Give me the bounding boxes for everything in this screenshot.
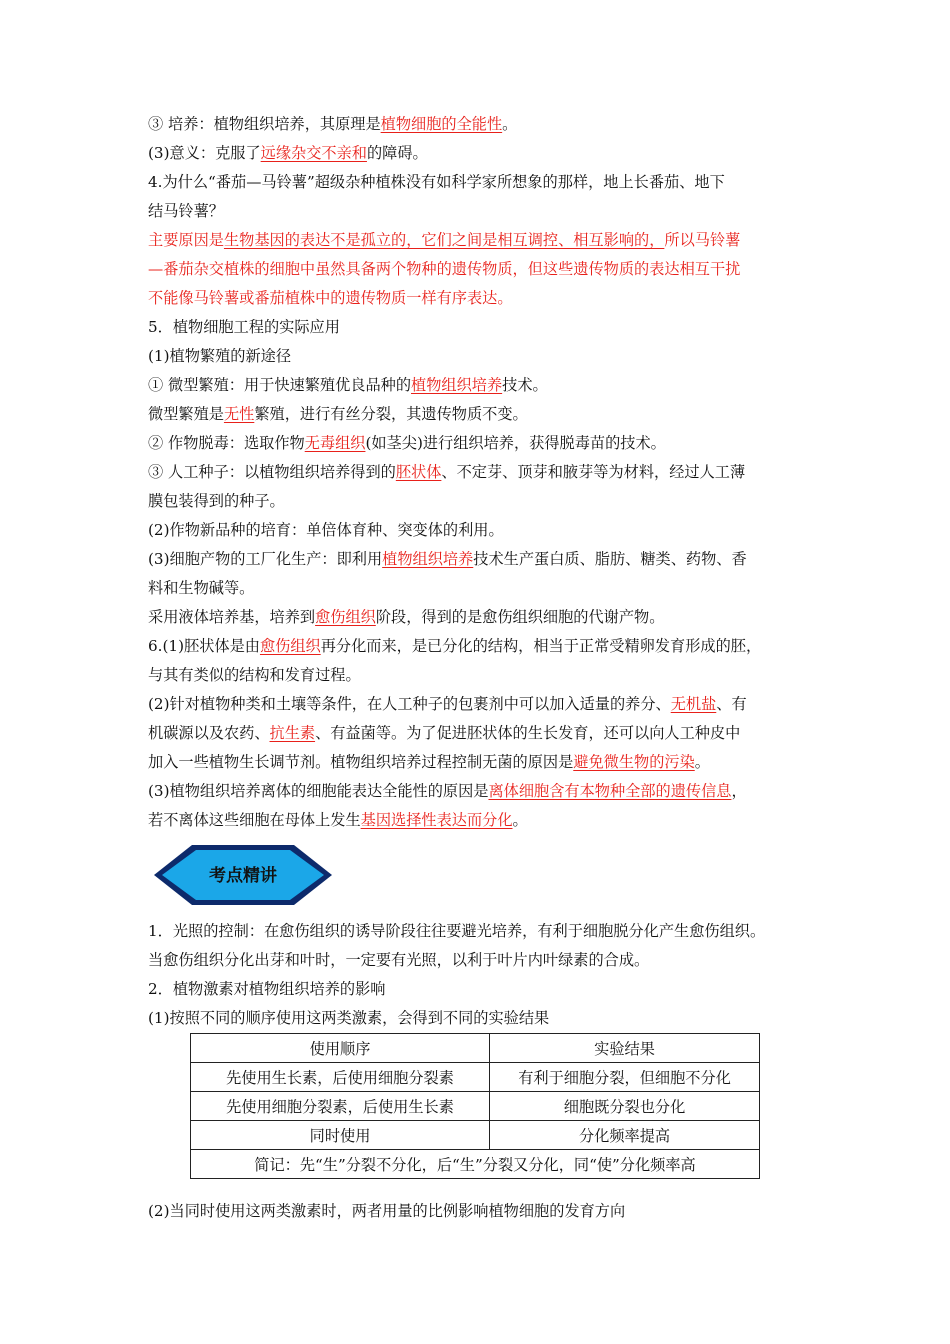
text-line xyxy=(148,197,808,226)
text-segment: (2)作物新品种的培育：单倍体育种、突变体的利用。 xyxy=(148,521,504,539)
text-line xyxy=(148,371,808,400)
text-segment: ③ 培养：植物组织培养，其原理是 xyxy=(148,115,381,133)
text-line xyxy=(148,574,808,603)
document-body xyxy=(148,110,808,1226)
text-line xyxy=(148,168,808,197)
answer-highlight: 无机盐 xyxy=(670,695,717,713)
text-segment: 膜包装得到的种子。 xyxy=(148,492,285,510)
section-answers xyxy=(148,110,808,835)
text-segment: (3)植物组织培养离体的细胞能表达全能性的原因是 xyxy=(148,782,489,800)
text-segment: 结马铃薯？ xyxy=(148,202,224,220)
table-cell: 先使用细胞分裂素，后使用生长素 xyxy=(191,1092,490,1121)
text-segment: 不能像马铃薯或番茄植株中的遗传物质一样有序表达。 xyxy=(148,289,513,307)
badge-label: 考点精讲 xyxy=(209,866,277,886)
text-line xyxy=(148,400,808,429)
text-segment: 繁殖，进行有丝分裂，其遗传物质不变。 xyxy=(254,405,528,423)
answer-highlight: 基因选择性表达而分化 xyxy=(360,811,513,829)
text-line xyxy=(148,917,808,946)
text-line xyxy=(148,545,808,574)
text-line xyxy=(148,661,808,690)
text-line xyxy=(148,110,808,139)
text-line xyxy=(148,806,808,835)
answer-highlight: 避免微生物的污染 xyxy=(573,753,695,771)
text-line xyxy=(148,632,808,661)
text-segment: —番茄杂交植株的细胞中虽然具备两个物种的遗传物质，但这些遗传物质的表达相互干扰 xyxy=(148,260,741,278)
answer-highlight: 胚状体 xyxy=(395,463,442,481)
text-segment: 主要原因是 xyxy=(148,231,224,249)
text-segment: 若不离体这些细胞在母体上发生 xyxy=(148,811,361,829)
table-note: 简记：先“生”分裂不分化，后“生”分裂又分化，同“使”分化频率高 xyxy=(191,1150,760,1179)
text-segment: 1．光照的控制：在愈伤组织的诱导阶段往往要避光培养，有利于细胞脱分化产生愈伤组织。 xyxy=(148,922,766,940)
text-segment: 2．植物激素对植物组织培养的影响 xyxy=(148,980,386,998)
text-segment: 。 xyxy=(512,811,528,829)
text-segment: 技术生产蛋白质、脂肪、糖类、药物、香 xyxy=(473,550,747,568)
table-cell: 有利于细胞分裂，但细胞不分化 xyxy=(490,1063,760,1092)
text-segment: (如茎尖)进行组织培养，获得脱毒苗的技术。 xyxy=(365,434,666,452)
text-line xyxy=(148,458,808,487)
text-line xyxy=(148,226,808,255)
text-segment: ① 微型繁殖：用于快速繁殖优良品种的 xyxy=(148,376,412,394)
text-segment: 5．植物细胞工程的实际应用 xyxy=(148,318,340,336)
text-segment: (3)细胞产物的工厂化生产：即利用 xyxy=(148,550,383,568)
table-header: 使用顺序 xyxy=(191,1034,490,1063)
text-line xyxy=(148,487,808,516)
text-line xyxy=(148,777,808,806)
answer-highlight: 远缘杂交不亲和 xyxy=(260,144,367,162)
answer-highlight: 植物组织培养 xyxy=(411,376,503,394)
text-segment: 当愈伤组织分化出芽和叶时，一定要有光照，以利于叶片内叶绿素的合成。 xyxy=(148,951,650,969)
text-segment: 4.为什么“番茄—马铃薯”超级杂种植株没有如科学家所想象的那样，地上长番茄、地下 xyxy=(148,173,725,191)
text-segment: 微型繁殖是 xyxy=(148,405,224,423)
table-row xyxy=(191,1063,760,1092)
text-segment: 料和生物碱等。 xyxy=(148,579,255,597)
answer-highlight: 生物基因的表达不是孤立的，它们之间是相互调控、相互影响的， xyxy=(223,231,665,249)
text-segment: 、有 xyxy=(716,695,747,713)
answer-highlight: 愈伤组织 xyxy=(259,637,321,655)
text-segment: ， xyxy=(731,782,747,800)
table-header: 实验结果 xyxy=(490,1034,760,1063)
text-segment: ② 作物脱毒：选取作物 xyxy=(148,434,305,452)
table-cell: 先使用生长素，后使用细胞分裂素 xyxy=(191,1063,490,1092)
section-key-points xyxy=(148,917,808,1033)
text-segment: 的障碍。 xyxy=(366,144,428,162)
table-cell: 同时使用 xyxy=(191,1121,490,1150)
text-segment: 机碳源以及农药、 xyxy=(148,724,270,742)
text-line xyxy=(148,342,808,371)
text-line xyxy=(148,748,808,777)
text-segment: 。 xyxy=(502,115,518,133)
text-segment: 6.(1)胚状体是由 xyxy=(148,637,260,655)
table-header-row xyxy=(191,1034,760,1063)
text-segment: ③ 人工种子：以植物组织培养得到的 xyxy=(148,463,396,481)
text-line xyxy=(148,255,808,284)
answer-highlight: 无毒组织 xyxy=(304,434,366,452)
text-segment: (1)植物繁殖的新途径 xyxy=(148,347,292,365)
text-line xyxy=(148,690,808,719)
section-badge xyxy=(148,841,338,909)
text-line xyxy=(148,429,808,458)
text-line xyxy=(148,603,808,632)
answer-highlight: 植物组织培养 xyxy=(382,550,474,568)
hormone-table xyxy=(190,1033,760,1179)
text-segment: 所以马铃薯 xyxy=(664,231,741,249)
text-segment: 采用液体培养基，培养到 xyxy=(148,608,316,626)
text-segment: 阶段，得到的是愈伤组织细胞的代谢产物。 xyxy=(375,608,665,626)
answer-highlight: 无性 xyxy=(223,405,255,423)
text-segment: (3)意义：克服了 xyxy=(148,144,261,162)
answer-highlight: 离体细胞含有本物种全部的遗传信息 xyxy=(488,782,732,800)
text-segment: 技术。 xyxy=(502,376,548,394)
text-line xyxy=(148,1004,808,1033)
text-segment: (1)按照不同的顺序使用这两类激素，会得到不同的实验结果 xyxy=(148,1009,550,1027)
text-segment: 再分化而来，是已分化的结构，相当于正常受精卵发育形成的胚， xyxy=(320,637,762,655)
text-segment: (2)针对植物种类和土壤等条件，在人工种子的包裹剂中可以加入适量的养分、 xyxy=(148,695,671,713)
answer-highlight: 植物细胞的全能性 xyxy=(380,115,503,133)
text-line xyxy=(148,284,808,313)
text-segment: 与其有类似的结构和发育过程。 xyxy=(148,666,361,684)
table-note-row xyxy=(191,1150,760,1179)
section-ratio xyxy=(148,1197,808,1226)
table-row xyxy=(191,1092,760,1121)
table-cell: 细胞既分裂也分化 xyxy=(490,1092,760,1121)
text-line xyxy=(148,1197,808,1226)
answer-highlight: 抗生素 xyxy=(269,724,316,742)
text-line xyxy=(148,516,808,545)
text-line xyxy=(148,975,808,1004)
text-segment: 。 xyxy=(694,753,710,771)
text-line xyxy=(148,719,808,748)
text-line xyxy=(148,139,808,168)
text-segment: 、不定芽、顶芽和腋芽等为材料，经过人工薄 xyxy=(441,463,746,481)
text-segment: 、有益菌等。为了促进胚状体的生长发育，还可以向人工种皮中 xyxy=(315,724,741,742)
text-segment: (2)当同时使用这两类激素时，两者用量的比例影响植物细胞的发育方向 xyxy=(148,1202,626,1220)
table-row xyxy=(191,1121,760,1150)
text-line xyxy=(148,313,808,342)
answer-highlight: 愈伤组织 xyxy=(315,608,376,626)
text-line xyxy=(148,946,808,975)
text-segment: 加入一些植物生长调节剂。植物组织培养过程控制无菌的原因是 xyxy=(148,753,574,771)
table-cell: 分化频率提高 xyxy=(490,1121,760,1150)
